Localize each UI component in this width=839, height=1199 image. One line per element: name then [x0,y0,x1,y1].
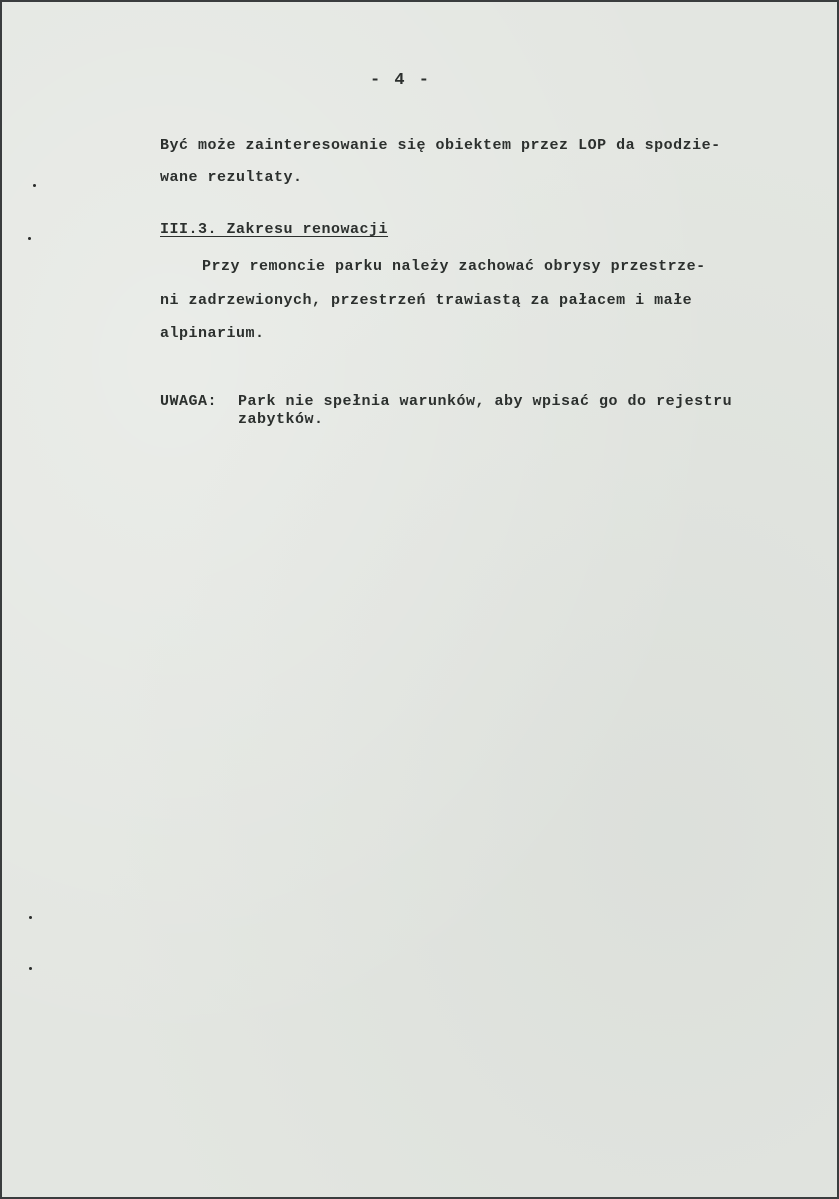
section-heading: III.3. Zakresu renowacji [160,221,389,238]
paragraph-line: alpinarium. [160,325,265,342]
paragraph-line: ni zadrzewionych, przestrzeń trawiastą za pałacem i małe [160,292,693,309]
binder-hole-mark [33,184,36,187]
document-page [2,2,837,1197]
paragraph-line: Przy remoncie parku należy zachować obrysy przestrze- [202,258,706,275]
paragraph-line: wane rezultaty. [160,169,303,186]
note-label: UWAGA: [160,393,218,410]
paragraph-line: Być może zainteresowanie się obiektem przez LOP da spodzie- [160,137,721,154]
binder-hole-mark [29,916,32,919]
binder-hole-mark [28,237,31,240]
page-number: - 4 - [370,71,432,90]
binder-hole-mark [29,967,32,970]
note-line: Park nie spełnia warunków, aby wpisać go do rejestru [238,393,733,410]
note-line: zabytków. [238,411,324,428]
